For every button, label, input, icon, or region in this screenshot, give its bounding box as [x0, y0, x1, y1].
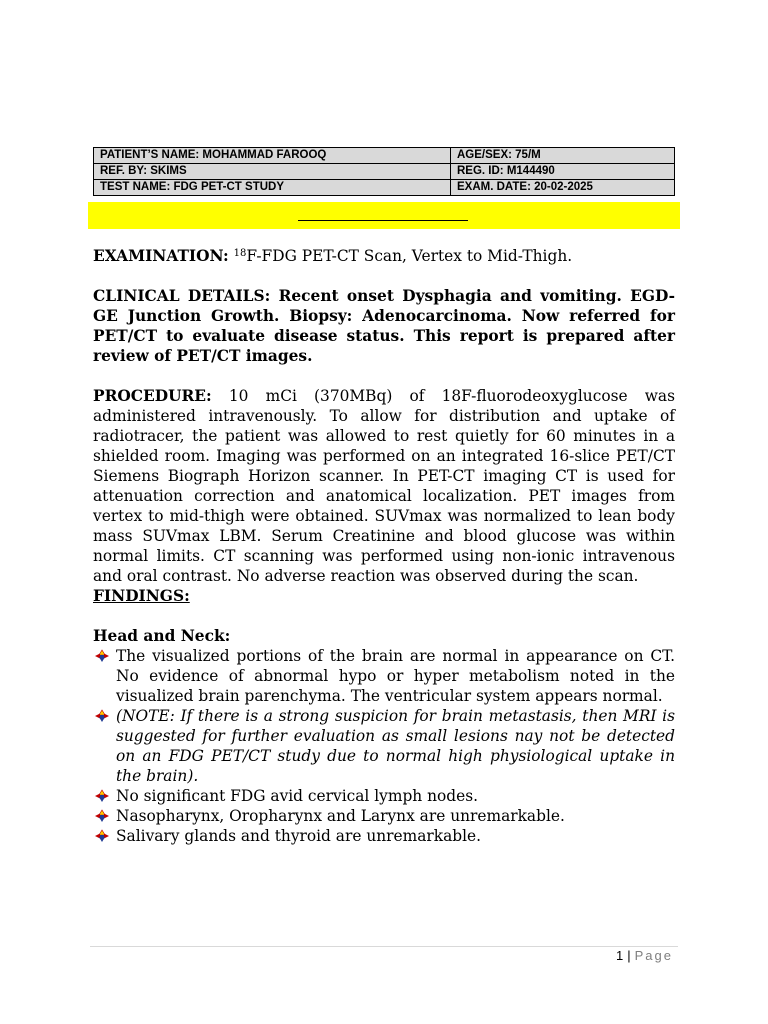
table-row: [94, 180, 675, 196]
list-item: [93, 826, 675, 846]
age-sex-cell: AGE/SEX: 75/M: [451, 148, 675, 164]
finding-text: The visualized portions of the brain are normal in appearance on CT. No evidence of abnormal hypo or hyper metabolism noted in the visualized brain parenchyma. The ventricular system appears normal.: [116, 647, 675, 705]
list-item: [93, 786, 675, 806]
page-number: 1: [616, 948, 624, 963]
examination-label: EXAMINATION:: [93, 247, 229, 265]
examination-line: [93, 246, 675, 266]
patient-name-cell: PATIENT’S NAME: MOHAMMAD FAROOQ: [94, 148, 451, 164]
findings-heading-line: [93, 586, 675, 606]
arrow-bullet-icon: [94, 709, 110, 723]
page-separator: |: [627, 948, 631, 963]
list-item: [93, 806, 675, 826]
test-name-cell: TEST NAME: FDG PET-CT STUDY: [94, 180, 451, 196]
finding-text: No significant FDG avid cervical lymph nodes.: [116, 787, 479, 805]
list-item: [93, 646, 675, 706]
page-number-footer: [616, 948, 673, 963]
procedure-paragraph: [93, 386, 675, 586]
findings-heading: FINDINGS:: [93, 587, 190, 605]
footer-divider: [90, 946, 678, 947]
ref-by-cell: REF. BY: SKIMS: [94, 164, 451, 180]
section-head-neck: Head and Neck:: [93, 627, 231, 645]
arrow-bullet-icon: [94, 809, 110, 823]
divider-rule: [298, 220, 468, 221]
isotope-superscript: 18: [233, 248, 247, 259]
exam-date-cell: EXAM. DATE: 20-02-2025: [451, 180, 675, 196]
highlight-band: [88, 202, 680, 229]
page-word: Page: [634, 948, 673, 963]
report-body: [93, 246, 675, 846]
list-item: [93, 706, 675, 786]
arrow-bullet-icon: [94, 829, 110, 843]
procedure-text: 10 mCi (370MBq) of 18F-fluorodeoxyglucose was administered intravenously. To allow for distribution and uptake of radiotracer, the patient was allowed to rest quietly for 60 minutes in a shielded room. Imaging was performed on an integrated 16-slice PET/CT Siemens Biograph Horizon scanner. In PET-CT imaging CT is used for attenuation correction and anatomical localization. PET images from vertex to mid-thigh were obtained. SUVmax was normalized to lean body mass SUVmax LBM. Serum Creatinine and blood glucose was within normal limits. CT scanning was performed using non-ionic intravenous and oral contrast. No adverse reaction was observed during the scan.: [93, 387, 675, 585]
finding-text: Salivary glands and thyroid are unremarkable.: [116, 827, 482, 845]
reg-id-cell: REG. ID: M144490: [451, 164, 675, 180]
finding-text: (NOTE: If there is a strong suspicion for brain metastasis, then MRI is suggested for further evaluation as small lesions nay not be detected on an FDG PET/CT study due to normal high physiological uptake in the brain).: [116, 707, 675, 785]
arrow-bullet-icon: [94, 789, 110, 803]
arrow-bullet-icon: [94, 649, 110, 663]
procedure-label: PROCEDURE:: [93, 387, 212, 405]
table-row: [94, 148, 675, 164]
clinical-details: CLINICAL DETAILS: Recent onset Dysphagia and vomiting. EGD-GE Junction Growth. Biopsy: Adenocarcinoma. Now referred for PET/CT to evaluate disease status. This report is prepared after review of PET/CT images.: [93, 287, 675, 365]
finding-text: Nasopharynx, Oropharynx and Larynx are unremarkable.: [116, 807, 565, 825]
findings-list: [93, 646, 675, 846]
table-row: [94, 164, 675, 180]
examination-text: F-FDG PET-CT Scan, Vertex to Mid-Thigh.: [246, 247, 573, 265]
patient-info-table: [93, 147, 675, 196]
